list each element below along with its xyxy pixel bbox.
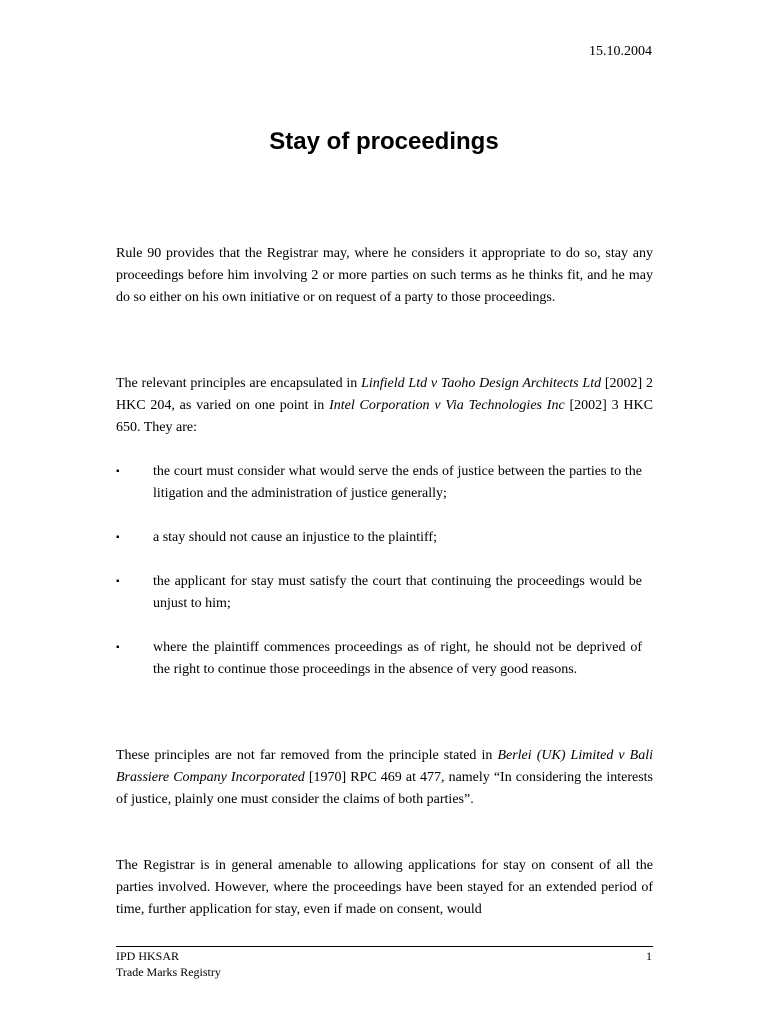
footer-divider: [116, 946, 653, 947]
paragraph-text: The Registrar is in general amenable to allowing applications for stay on consent of all the parties involved. However, where the proceedings have been stayed for an extended period of time, further application for stay, even if made on consent, would: [116, 858, 653, 917]
case-citation: Linfield Ltd v Taoho Design Architects Ltd: [361, 376, 602, 391]
list-item: [116, 527, 642, 549]
text-segment: [2002] 2 HKC 204, as varied on one point in: [116, 376, 653, 413]
case-citation: Berlei (UK) Limited v Bali Brassiere Company Incorporated: [116, 748, 653, 785]
paragraph-registrar-consent: [116, 855, 653, 921]
bullet-marker: ▪: [116, 642, 120, 653]
list-item-text: the applicant for stay must satisfy the court that continuing the proceedings would be unjust to him;: [153, 574, 642, 611]
list-item: [116, 571, 642, 615]
bullet-marker: ▪: [116, 532, 120, 543]
case-citation: Intel Corporation v Via Technologies Inc: [329, 398, 565, 413]
list-item: [116, 637, 642, 681]
bullet-marker: ▪: [116, 466, 120, 477]
paragraph-text: [116, 373, 653, 439]
paragraph-rule-90: [116, 243, 653, 309]
list-item-text: the court must consider what would serve the ends of justice between the parties to the litigation and the administration of justice generally;: [153, 464, 642, 501]
paragraph-berlei: [116, 745, 653, 811]
document-title: Stay of proceedings: [269, 128, 499, 155]
page-number: 1: [646, 949, 652, 963]
text-segment: These principles are not far removed from the principle stated in: [116, 748, 498, 763]
paragraph-text: Rule 90 provides that the Registrar may, where he considers it appropriate to do so, stay any proceedings before him involving 2 or more parties on such terms as he thinks fit, and he may do so either on his own initiative or on request of a party to those proceedings.: [116, 246, 653, 305]
list-item: [116, 461, 642, 505]
footer-org-line: Trade Marks Registry: [116, 965, 221, 979]
list-item-text: where the plaintiff commences proceedings as of right, he should not be deprived of the right to continue those proceedings in the absence of very good reasons.: [153, 640, 642, 677]
text-segment: [2002] 3 HKC 650. They are:: [116, 398, 653, 435]
bullet-marker: ▪: [116, 576, 120, 587]
text-segment: [1970] RPC 469 at 477, namely “In considering the interests of justice, plainly one must consider the claims of both parties”.: [116, 770, 653, 807]
document-date: 15.10.2004: [589, 44, 652, 59]
footer-organization: [116, 948, 221, 980]
footer-org-line: IPD HKSAR: [116, 949, 180, 963]
paragraph-text: [116, 745, 653, 811]
list-item-text: a stay should not cause an injustice to the plaintiff;: [153, 530, 437, 545]
text-segment: The relevant principles are encapsulated in: [116, 376, 362, 391]
paragraph-principles-intro: [116, 373, 653, 439]
